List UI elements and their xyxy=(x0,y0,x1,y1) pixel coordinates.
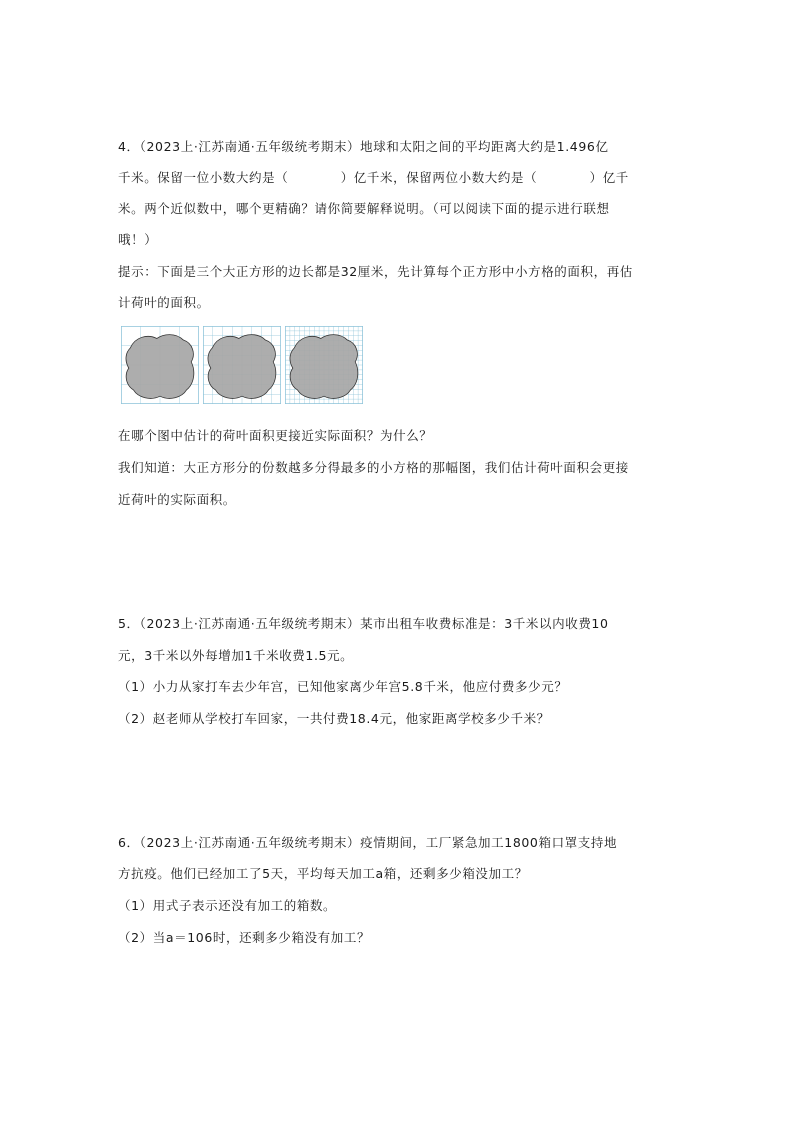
q5-sub-2: （2）赵老师从学校打车回家，一共付费18.4元，他家距离学校多少千米？ xyxy=(118,711,550,726)
q4-hint-line-1: 提示：下面是三个大正方形的边长都是32厘米，先计算每个正方形中小方格的面积，再估 xyxy=(118,264,633,279)
q5-line-2: 元，3千米以外每增加1千米收费1.5元。 xyxy=(118,648,354,663)
lotus-leaf-shape xyxy=(208,335,276,399)
q4-after-line-2: 我们知道：大正方形分的份数越多分得最多的小方格的那幅图，我们估计荷叶面积会更接 xyxy=(118,460,629,475)
q5-line-1: 5．（2023上·江苏南通·五年级统考期末）某市出租车收费标准是：3千米以内收费10 xyxy=(118,616,609,631)
q4-line-4: 哦！） xyxy=(118,232,158,247)
q4-after-line-3: 近荷叶的实际面积。 xyxy=(118,492,236,507)
lotus-leaf-grid-3 xyxy=(285,326,363,404)
lotus-leaf-figures xyxy=(121,326,363,404)
q4-line-2: 千米。保留一位小数大约是（ ）亿千米，保留两位小数大约是（ ）亿千 xyxy=(118,170,629,185)
q6-line-2: 方抗疫。他们已经加工了5天，平均每天加工a箱，还剩多少箱没加工？ xyxy=(118,866,528,881)
q5-sub-1: （1）小力从家打车去少年宫，已知他家离少年宫5.8千米，他应付费多少元？ xyxy=(118,679,568,694)
lotus-leaf-shape xyxy=(290,335,358,399)
q6-line-1: 6．（2023上·江苏南通·五年级统考期末）疫情期间，工厂紧急加工1800箱口罩支持地 xyxy=(118,835,618,850)
q4-line-3: 米。两个近似数中，哪个更精确？请你简要解释说明。（可以阅读下面的提示进行联想 xyxy=(118,201,610,216)
q4-after-line-1: 在哪个图中估计的荷叶面积更接近实际面积？为什么？ xyxy=(118,428,433,443)
lotus-leaf-grid-1 xyxy=(121,326,199,404)
lotus-leaf-shape xyxy=(126,335,194,399)
q4-line-1: 4．（2023上·江苏南通·五年级统考期末）地球和太阳之间的平均距离大约是1.496亿 xyxy=(118,139,609,154)
lotus-leaf-grid-2 xyxy=(203,326,281,404)
q6-sub-1: （1）用式子表示还没有加工的箱数。 xyxy=(118,898,337,913)
q4-hint-line-2: 计荷叶的面积。 xyxy=(118,295,210,310)
q6-sub-2: （2）当a＝106时，还剩多少箱没有加工？ xyxy=(118,930,371,945)
